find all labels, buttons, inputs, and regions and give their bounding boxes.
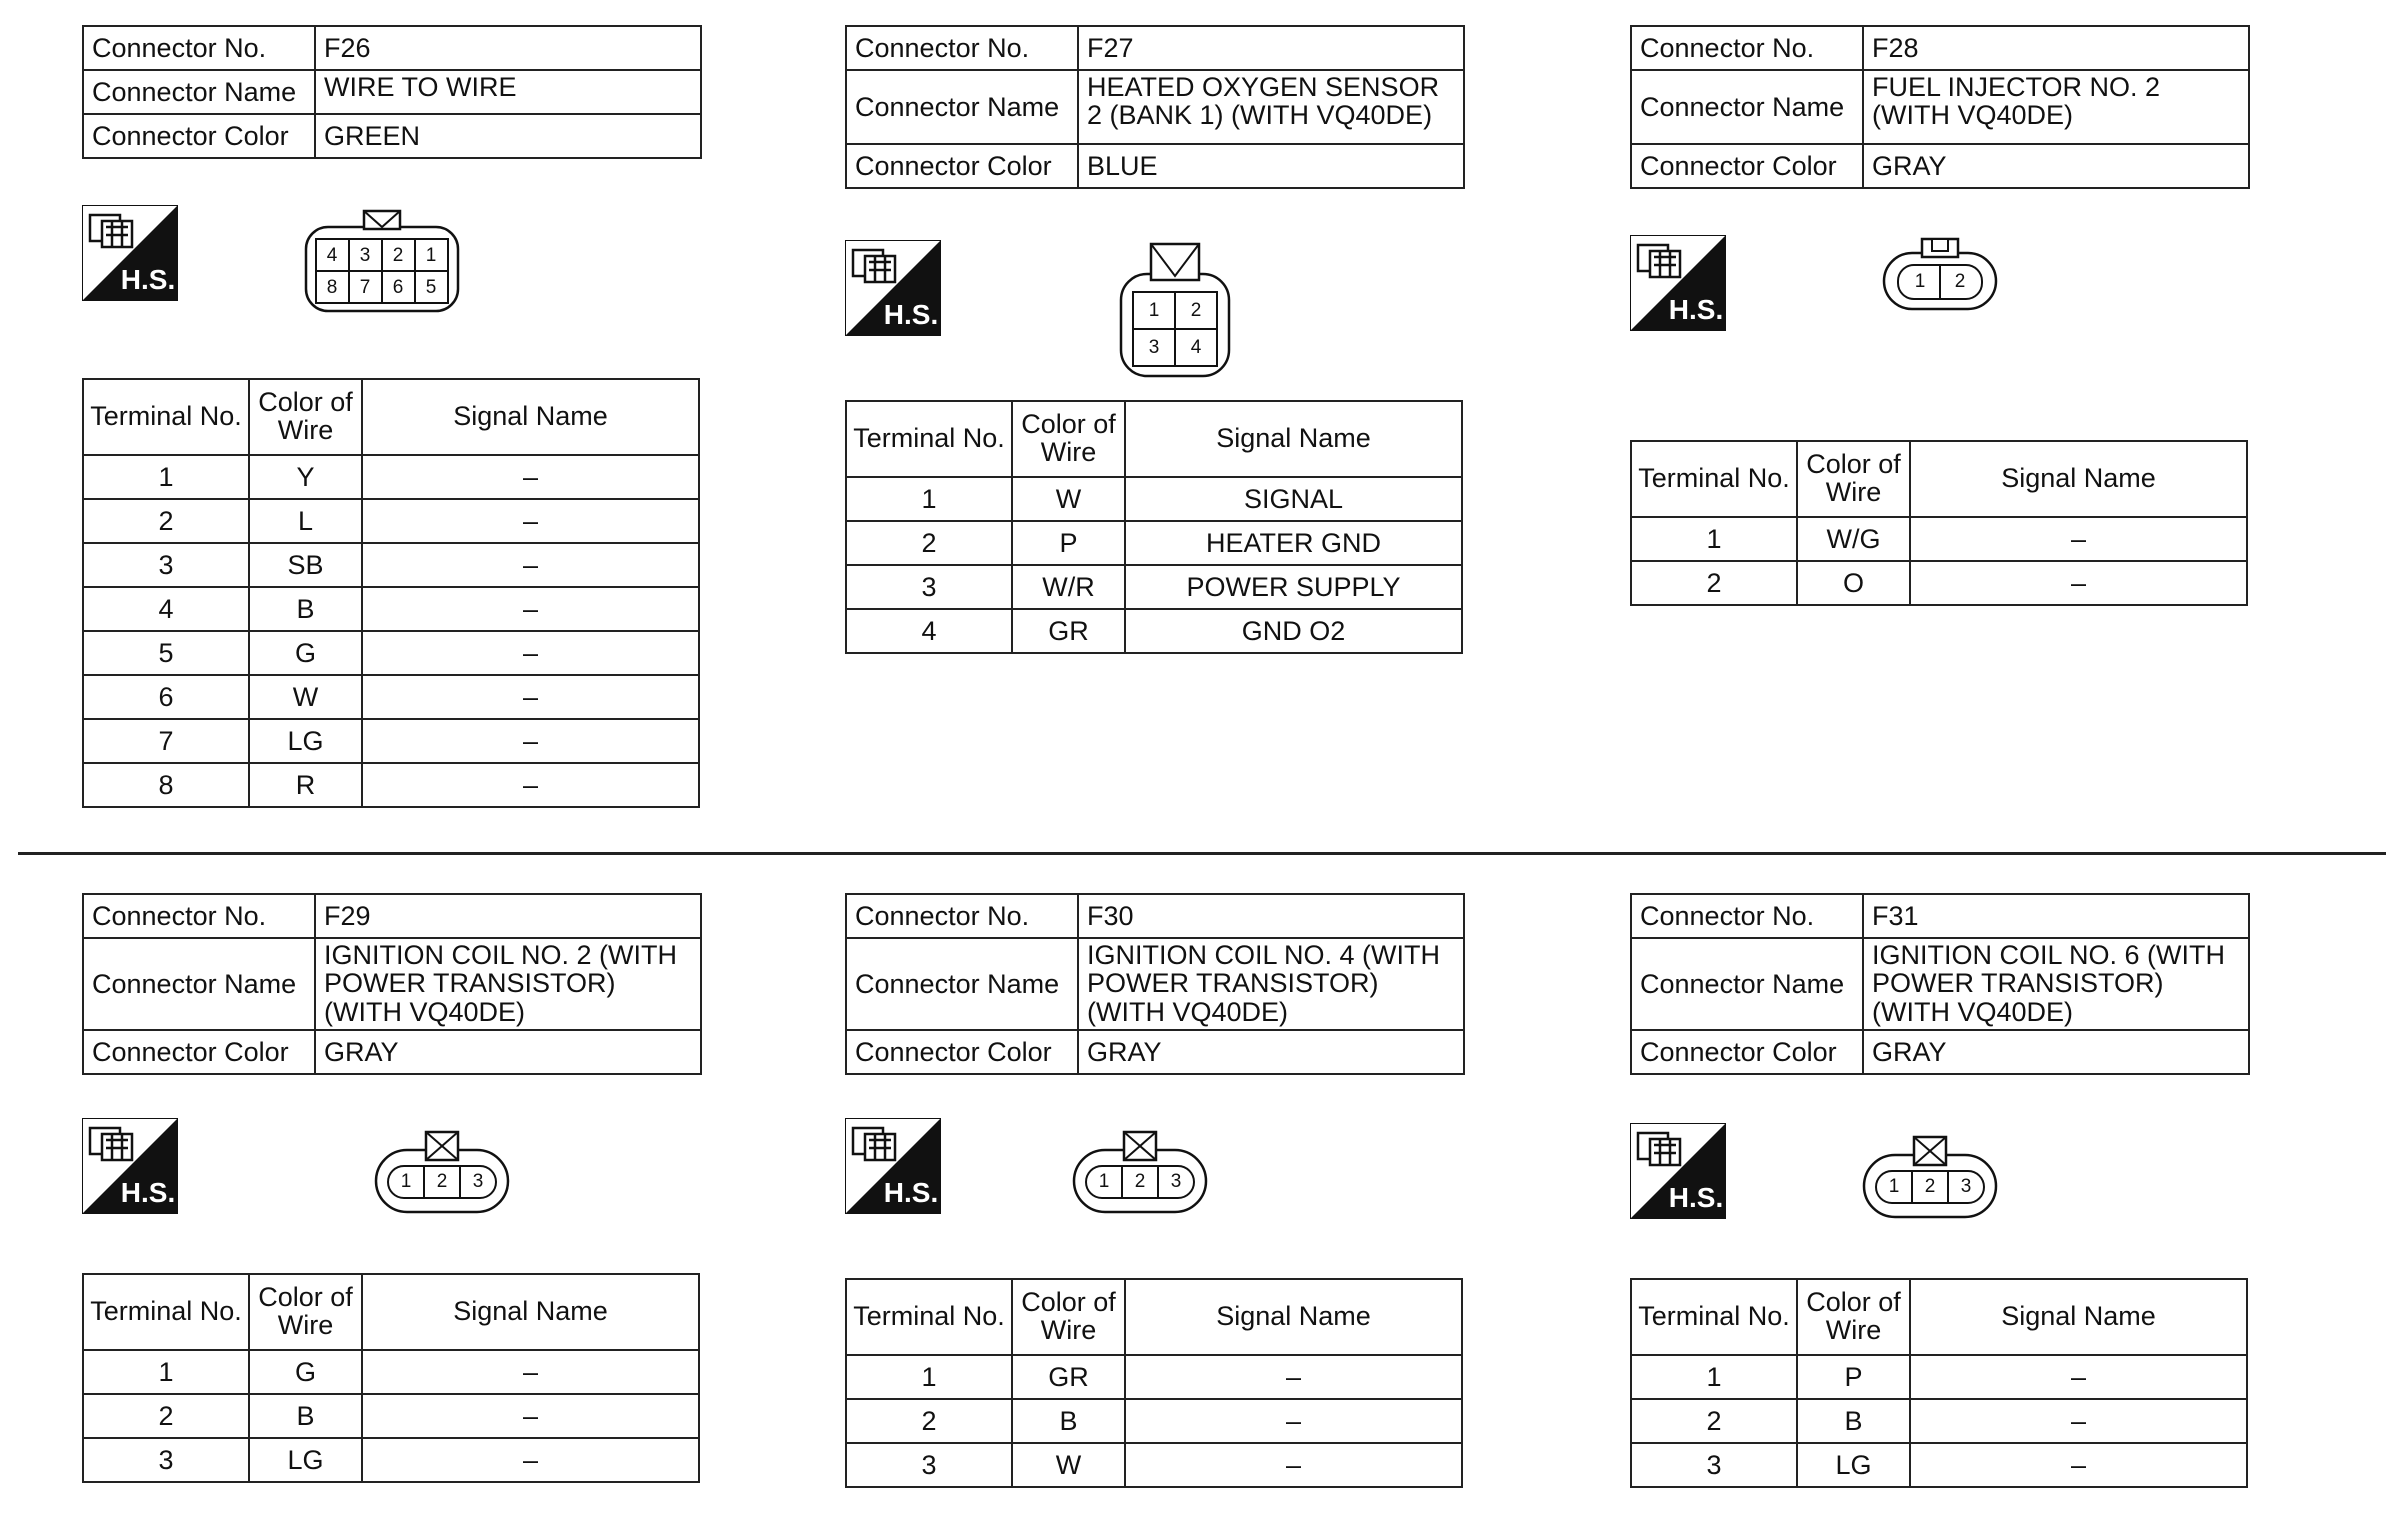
terminal-no-cell: 4 (846, 609, 1012, 653)
signal-name-cell: – (362, 631, 699, 675)
signal-name-cell: HEATER GND (1125, 521, 1462, 565)
info-key: Connector No. (1631, 894, 1863, 938)
info-key: Connector Name (846, 938, 1078, 1030)
terminal-no-cell: 2 (83, 499, 249, 543)
connector-block-f29 (82, 893, 702, 1475)
connector-info-table (845, 893, 1465, 1075)
terminal-no-cell: 2 (1631, 1399, 1797, 1443)
pin-number: 2 (1134, 1171, 1146, 1193)
wire-color-cell: B (1797, 1399, 1910, 1443)
connector-info-table (845, 25, 1465, 189)
wire-color-cell: SB (249, 543, 362, 587)
terminal-table (845, 1278, 1463, 1488)
table-row (846, 1399, 1462, 1443)
terminal-no-cell: 4 (83, 587, 249, 631)
info-value: F29 (315, 894, 701, 938)
harness-side-icon (1630, 1123, 1726, 1219)
table-row (846, 609, 1462, 653)
terminal-table (82, 1273, 700, 1483)
terminal-no-header: Terminal No. (83, 379, 249, 455)
terminal-no-header: Terminal No. (846, 1279, 1012, 1355)
connector-no-row (1631, 26, 2249, 70)
table-row (83, 1438, 699, 1482)
info-value: IGNITION COIL NO. 2 (WITH POWER TRANSISTOR) (WITH VQ40DE) (315, 938, 701, 1030)
wire-color-cell: GR (1012, 609, 1125, 653)
table-row (83, 1394, 699, 1438)
harness-side-icon (1630, 235, 1726, 331)
table-row (83, 587, 699, 631)
table-row (1631, 561, 2247, 605)
info-key: Connector Color (1631, 144, 1863, 188)
wire-color-cell: O (1797, 561, 1910, 605)
info-key: Connector Color (846, 144, 1078, 188)
connector-block-f26 (82, 25, 702, 800)
harness-side-icon (82, 1118, 178, 1214)
wire-color-cell: P (1012, 521, 1125, 565)
terminal-no-header: Terminal No. (83, 1274, 249, 1350)
terminal-no-cell: 3 (83, 543, 249, 587)
connector-block-f28 (1630, 25, 2250, 598)
connector-info-table (1630, 893, 2250, 1075)
pin-number: 2 (1190, 300, 1202, 322)
signal-name-header: Signal Name (1125, 1279, 1462, 1355)
wire-color-cell: LG (249, 719, 362, 763)
info-key: Connector Color (1631, 1030, 1863, 1074)
hs-label: H.S. (1668, 294, 1724, 325)
wire-color-cell: W (249, 675, 362, 719)
connector-name-row (846, 70, 1464, 144)
signal-name-cell: – (362, 675, 699, 719)
color-of-wire-header: Color of Wire (1012, 1279, 1125, 1355)
terminal-no-cell: 1 (846, 477, 1012, 521)
terminal-no-cell: 2 (846, 521, 1012, 565)
terminal-header-row (846, 401, 1462, 477)
terminal-no-cell: 2 (83, 1394, 249, 1438)
4-pin-connector-face-icon (1115, 240, 1235, 380)
info-key: Connector Name (1631, 70, 1863, 144)
pin-number: 4 (1190, 337, 1202, 359)
signal-name-cell: GND O2 (1125, 609, 1462, 653)
terminal-no-cell: 2 (846, 1399, 1012, 1443)
connector-block-f30 (845, 893, 1465, 1480)
signal-name-cell: – (1125, 1399, 1462, 1443)
connector-name-row (1631, 938, 2249, 1030)
table-row (83, 1350, 699, 1394)
terminal-no-header: Terminal No. (846, 401, 1012, 477)
signal-name-cell: – (362, 1350, 699, 1394)
table-row (846, 565, 1462, 609)
pin-number: 8 (326, 277, 338, 299)
terminal-no-cell: 3 (1631, 1443, 1797, 1487)
pin-number: 5 (425, 277, 437, 299)
wire-color-cell: P (1797, 1355, 1910, 1399)
info-value: GRAY (315, 1030, 701, 1074)
terminal-no-cell: 3 (83, 1438, 249, 1482)
terminal-no-cell: 6 (83, 675, 249, 719)
pin-number: 1 (1098, 1171, 1110, 1193)
terminal-no-cell: 1 (1631, 1355, 1797, 1399)
pin-number: 2 (436, 1171, 448, 1193)
info-value: GREEN (315, 114, 701, 158)
info-key: Connector No. (83, 26, 315, 70)
pin-number: 3 (1960, 1176, 1972, 1198)
connector-no-row (83, 26, 701, 70)
info-value: FUEL INJECTOR NO. 2 (WITH VQ40DE) (1863, 70, 2249, 144)
signal-name-cell: – (1910, 1443, 2247, 1487)
signal-name-cell: – (362, 587, 699, 631)
table-row (846, 521, 1462, 565)
hs-label: H.S. (883, 1177, 939, 1208)
terminal-no-cell: 3 (846, 1443, 1012, 1487)
terminal-no-cell: 3 (846, 565, 1012, 609)
harness-side-icon (845, 1118, 941, 1214)
terminal-table (1630, 1278, 2248, 1488)
signal-name-cell: – (362, 719, 699, 763)
3-pin-connector-face-icon (372, 1128, 512, 1218)
info-value: GRAY (1078, 1030, 1464, 1074)
table-row (83, 499, 699, 543)
connector-color-row (846, 1030, 1464, 1074)
info-value: HEATED OXYGEN SENSOR 2 (BANK 1) (WITH VQ40DE) (1078, 70, 1464, 144)
wire-color-cell: B (249, 1394, 362, 1438)
info-value: BLUE (1078, 144, 1464, 188)
signal-name-cell: – (362, 499, 699, 543)
info-key: Connector Color (83, 114, 315, 158)
color-of-wire-header: Color of Wire (249, 379, 362, 455)
section-divider (18, 852, 2386, 855)
terminal-no-cell: 7 (83, 719, 249, 763)
table-row (1631, 1355, 2247, 1399)
terminal-header-row (1631, 1279, 2247, 1355)
connector-info-table (1630, 25, 2250, 189)
connector-name-row (83, 70, 701, 114)
signal-name-cell: – (362, 543, 699, 587)
info-key: Connector Name (83, 938, 315, 1030)
wire-color-cell: R (249, 763, 362, 807)
terminal-header-row (83, 379, 699, 455)
color-of-wire-header: Color of Wire (1797, 441, 1910, 517)
table-row (83, 719, 699, 763)
wire-color-cell: W (1012, 477, 1125, 521)
signal-name-cell: – (1125, 1443, 1462, 1487)
hs-label: H.S. (120, 264, 176, 295)
terminal-no-cell: 5 (83, 631, 249, 675)
wire-color-cell: W (1012, 1443, 1125, 1487)
table-row (1631, 1399, 2247, 1443)
wire-color-cell: LG (249, 1438, 362, 1482)
hs-label: H.S. (883, 299, 939, 330)
signal-name-header: Signal Name (362, 379, 699, 455)
signal-name-cell: – (1910, 1355, 2247, 1399)
info-key: Connector No. (846, 26, 1078, 70)
wire-color-cell: Y (249, 455, 362, 499)
terminal-table (845, 400, 1463, 654)
hs-label: H.S. (1668, 1182, 1724, 1213)
table-row (83, 675, 699, 719)
terminal-header-row (1631, 441, 2247, 517)
info-value: F31 (1863, 894, 2249, 938)
terminal-no-cell: 1 (83, 1350, 249, 1394)
connector-name-row (83, 938, 701, 1030)
info-key: Connector Name (846, 70, 1078, 144)
wire-color-cell: G (249, 1350, 362, 1394)
connector-no-row (846, 894, 1464, 938)
info-value: F30 (1078, 894, 1464, 938)
signal-name-cell: – (1910, 561, 2247, 605)
signal-name-header: Signal Name (362, 1274, 699, 1350)
connector-color-row (846, 144, 1464, 188)
pin-number: 2 (1954, 271, 1966, 293)
signal-name-cell: – (362, 1438, 699, 1482)
connector-no-row (1631, 894, 2249, 938)
3-pin-connector-face-icon (1860, 1133, 2000, 1223)
terminal-header-row (83, 1274, 699, 1350)
color-of-wire-header: Color of Wire (1012, 401, 1125, 477)
info-value: WIRE TO WIRE (315, 70, 701, 114)
table-row (83, 543, 699, 587)
wire-color-cell: G (249, 631, 362, 675)
terminal-no-cell: 8 (83, 763, 249, 807)
wire-color-cell: W/G (1797, 517, 1910, 561)
connector-color-row (1631, 144, 2249, 188)
table-row (846, 1355, 1462, 1399)
wire-color-cell: GR (1012, 1355, 1125, 1399)
pin-number: 1 (1148, 300, 1160, 322)
signal-name-cell: SIGNAL (1125, 477, 1462, 521)
pin-number: 1 (400, 1171, 412, 1193)
pin-number: 2 (1924, 1176, 1936, 1198)
3-pin-connector-face-icon (1070, 1128, 1210, 1218)
table-row (1631, 1443, 2247, 1487)
signal-name-header: Signal Name (1910, 441, 2247, 517)
signal-name-cell: – (1125, 1355, 1462, 1399)
pin-number: 2 (392, 245, 404, 267)
info-value: GRAY (1863, 144, 2249, 188)
wire-color-cell: B (249, 587, 362, 631)
wire-color-cell: L (249, 499, 362, 543)
info-value: F27 (1078, 26, 1464, 70)
signal-name-header: Signal Name (1910, 1279, 2247, 1355)
color-of-wire-header: Color of Wire (1797, 1279, 1910, 1355)
wire-color-cell: W/R (1012, 565, 1125, 609)
info-key: Connector Name (1631, 938, 1863, 1030)
connector-name-row (1631, 70, 2249, 144)
signal-name-cell: – (1910, 517, 2247, 561)
2-pin-connector-face-icon (1880, 235, 2000, 315)
table-row (846, 477, 1462, 521)
terminal-table (82, 378, 700, 808)
connector-info-table (82, 893, 702, 1075)
signal-name-cell: – (1910, 1399, 2247, 1443)
pin-number: 1 (425, 245, 437, 267)
signal-name-cell: – (362, 763, 699, 807)
pin-number: 3 (1170, 1171, 1182, 1193)
connector-color-row (83, 114, 701, 158)
pin-number: 3 (1148, 337, 1160, 359)
info-value: IGNITION COIL NO. 4 (WITH POWER TRANSISTOR) (WITH VQ40DE) (1078, 938, 1464, 1030)
connector-info-table (82, 25, 702, 159)
terminal-no-cell: 1 (846, 1355, 1012, 1399)
terminal-no-cell: 2 (1631, 561, 1797, 605)
harness-side-icon (845, 240, 941, 336)
info-key: Connector No. (846, 894, 1078, 938)
info-key: Connector Color (83, 1030, 315, 1074)
info-key: Connector No. (83, 894, 315, 938)
table-row (846, 1443, 1462, 1487)
info-value: F28 (1863, 26, 2249, 70)
table-row (83, 631, 699, 675)
pin-number: 4 (326, 245, 338, 267)
connector-block-f27 (845, 25, 1465, 646)
harness-side-icon (82, 205, 178, 301)
info-value: GRAY (1863, 1030, 2249, 1074)
info-value: F26 (315, 26, 701, 70)
pin-number: 6 (392, 277, 404, 299)
pin-number: 3 (472, 1171, 484, 1193)
color-of-wire-header: Color of Wire (249, 1274, 362, 1350)
signal-name-cell: POWER SUPPLY (1125, 565, 1462, 609)
connector-color-row (1631, 1030, 2249, 1074)
table-row (83, 763, 699, 807)
hs-label: H.S. (120, 1177, 176, 1208)
8-pin-connector-face-icon (302, 205, 462, 315)
info-value: IGNITION COIL NO. 6 (WITH POWER TRANSISTOR) (WITH VQ40DE) (1863, 938, 2249, 1030)
info-key: Connector Name (83, 70, 315, 114)
terminal-table (1630, 440, 2248, 606)
wire-color-cell: B (1012, 1399, 1125, 1443)
info-key: Connector No. (1631, 26, 1863, 70)
connector-no-row (846, 26, 1464, 70)
terminal-no-cell: 1 (83, 455, 249, 499)
terminal-header-row (846, 1279, 1462, 1355)
terminal-no-cell: 1 (1631, 517, 1797, 561)
wire-color-cell: LG (1797, 1443, 1910, 1487)
pin-number: 3 (359, 245, 371, 267)
pin-number: 7 (359, 277, 371, 299)
connector-name-row (846, 938, 1464, 1030)
table-row (83, 455, 699, 499)
signal-name-cell: – (362, 455, 699, 499)
table-row (1631, 517, 2247, 561)
pin-number: 1 (1914, 271, 1926, 293)
terminal-no-header: Terminal No. (1631, 1279, 1797, 1355)
info-key: Connector Color (846, 1030, 1078, 1074)
connector-no-row (83, 894, 701, 938)
connector-color-row (83, 1030, 701, 1074)
connector-block-f31 (1630, 893, 2250, 1480)
signal-name-header: Signal Name (1125, 401, 1462, 477)
pin-number: 1 (1888, 1176, 1900, 1198)
terminal-no-header: Terminal No. (1631, 441, 1797, 517)
signal-name-cell: – (362, 1394, 699, 1438)
